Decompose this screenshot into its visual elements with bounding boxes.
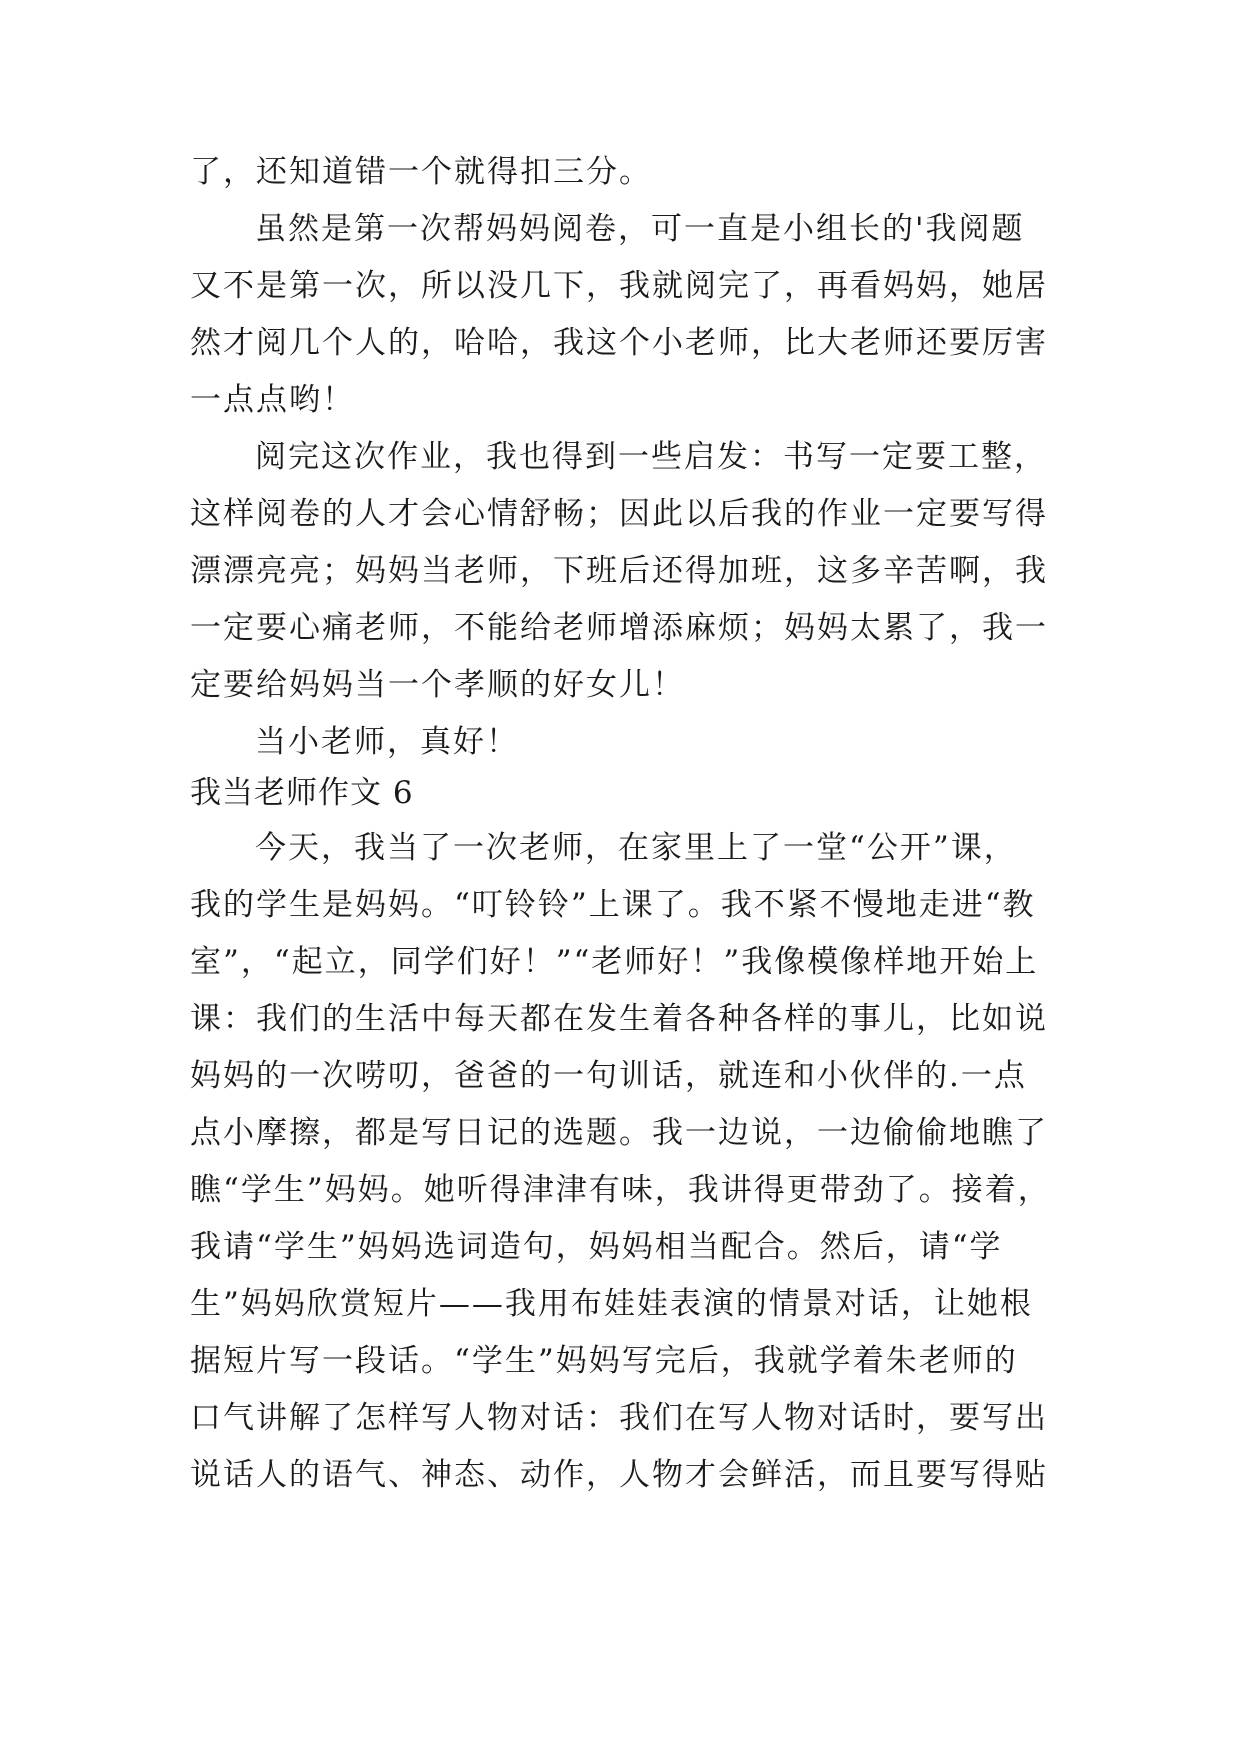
text-line: 了，还知道错一个就得扣三分。 [190,154,652,190]
text-line: 一点点哟！ [190,382,355,418]
text-line: 漂漂亮亮；妈妈当老师，下班后还得加班，这多辛苦啊，我 [190,553,1048,589]
text-line: 据短片写一段话。“学生”妈妈写完后，我就学着朱老师的 [190,1343,1018,1379]
text-line: 说话人的语气、神态、动作，人物才会鲜活，而且要写得贴 [190,1457,1048,1493]
paragraph-start-line: 阅完这次作业，我也得到一些启发：书写一定要工整， [255,439,1047,475]
text-line: 又不是第一次，所以没几下，我就阅完了，再看妈妈，她居 [190,268,1048,304]
text-line: 这样阅卷的人才会心情舒畅；因此以后我的作业一定要写得 [190,496,1048,532]
text-line: 课：我们的生活中每天都在发生着各种各样的事儿，比如说 [190,1001,1048,1037]
text-line: 妈妈的一次唠叨，爸爸的一句训话，就连和小伙伴的.一点 [190,1058,1027,1094]
text-line: 室”，“起立，同学们好！”“老师好！”我像模像样地开始上 [190,944,1039,980]
text-line: 生”妈妈欣赏短片——我用布娃娃表演的情景对话，让她根 [190,1286,1033,1322]
text-line: 一定要心痛老师，不能给老师增添麻烦；妈妈太累了，我一 [190,610,1048,646]
text-line: 点小摩擦，都是写日记的选题。我一边说，一边偷偷地瞧了 [190,1115,1048,1151]
text-line: 我请“学生”妈妈选词造句，妈妈相当配合。然后，请“学 [190,1229,1003,1265]
text-line: 定要给妈妈当一个孝顺的好女儿！ [190,667,685,703]
paragraph-start-line: 当小老师，真好！ [255,724,519,760]
section-heading: 我当老师作文 6 [190,775,414,811]
paragraph-start-line: 虽然是第一次帮妈妈阅卷，可一直是小组长的'我阅题 [255,211,1025,247]
text-line: 口气讲解了怎样写人物对话：我们在写人物对话时，要写出 [190,1400,1048,1436]
text-line: 我的学生是妈妈。“叮铃铃”上课了。我不紧不慢地走进“教 [190,887,1036,923]
paragraph-start-line: 今天，我当了一次老师，在家里上了一堂“公开”课， [255,830,1017,866]
text-line: 瞧“学生”妈妈。她听得津津有味，我讲得更带劲了。接着， [190,1172,1051,1208]
text-line: 然才阅几个人的，哈哈，我这个小老师，比大老师还要厉害 [190,325,1048,361]
